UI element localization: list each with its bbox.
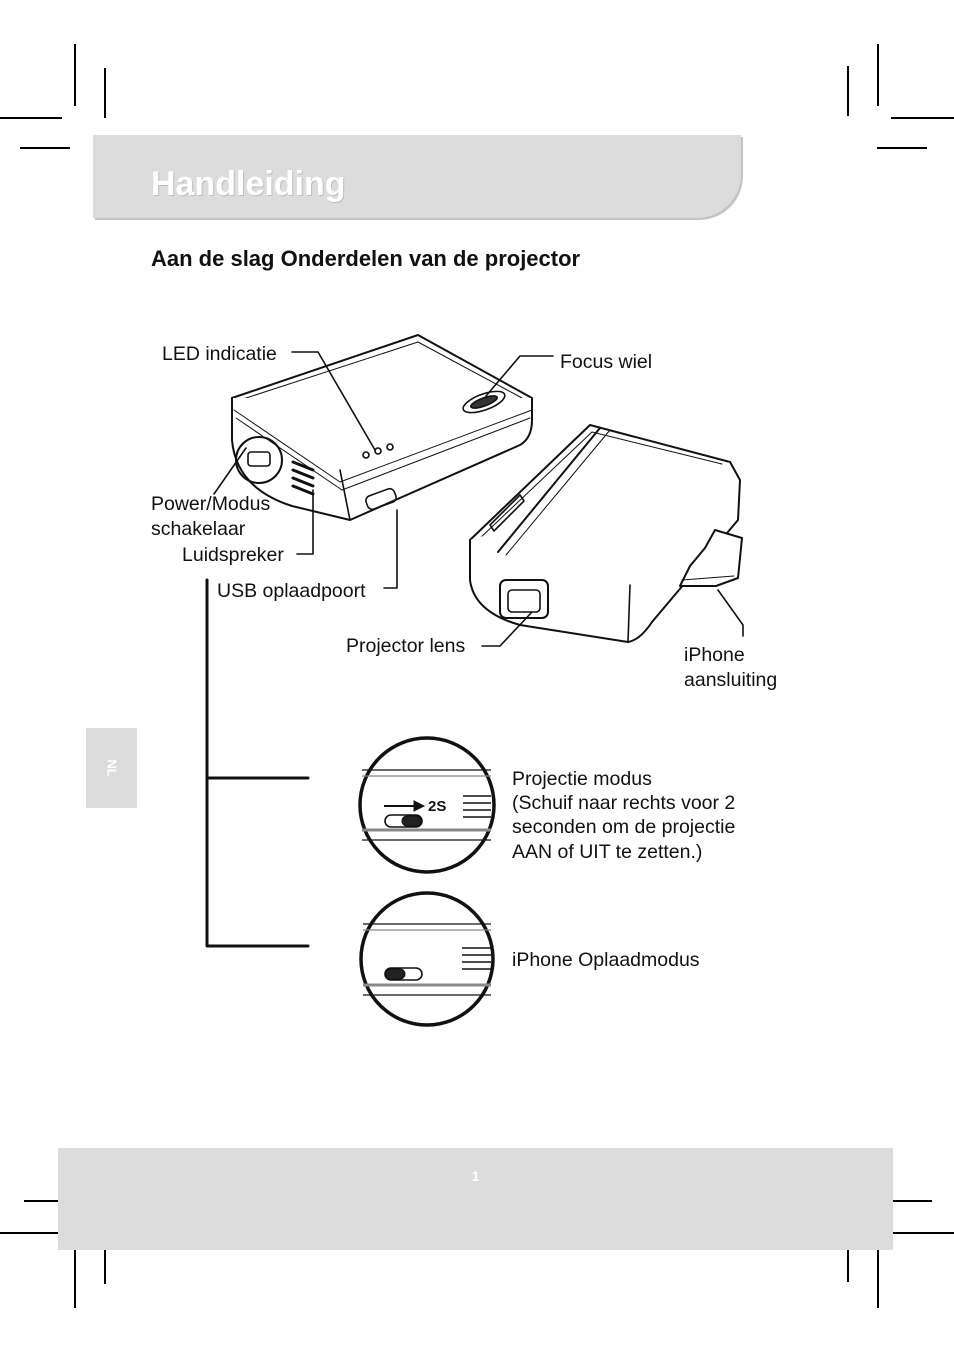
page-title: Handleiding (151, 165, 346, 203)
page-number: 1 (471, 1168, 480, 1184)
leader-iphone (718, 590, 743, 636)
label-iphone-connector-2: aansluiting (684, 669, 778, 691)
label-speaker: Luidspreker (182, 544, 284, 566)
leader-usb (384, 510, 397, 588)
projector-back-illustration (470, 425, 742, 642)
label-power-switch-2: schakelaar (151, 518, 246, 540)
label-projector-lens: Projector lens (346, 635, 466, 657)
switch-marker: 2S (428, 798, 447, 815)
label-power-switch-1: Power/Modus (151, 493, 271, 515)
label-led-indicator: LED indicatie (162, 343, 277, 365)
mode-bracket (207, 580, 308, 946)
charging-mode-zoom (361, 893, 493, 1025)
label-usb-port: USB oplaadpoort (217, 580, 366, 602)
projection-mode-line2: (Schuif naar rechts voor 2 (512, 792, 736, 814)
language-tab-label: NL (104, 759, 119, 777)
projection-mode-zoom (360, 738, 494, 872)
projection-mode-line1: Projectie modus (512, 768, 652, 790)
footer-band (58, 1148, 893, 1250)
label-focus-wheel: Focus wiel (560, 351, 653, 373)
projection-mode-line3: seconden om de projectie (512, 816, 736, 838)
projector-front-illustration (232, 335, 532, 520)
charging-mode-label: iPhone Oplaadmodus (512, 949, 700, 971)
section-title: Aan de slag Onderdelen van de projector (151, 246, 581, 271)
label-iphone-connector-1: iPhone (684, 644, 745, 666)
projection-mode-line4: AAN of UIT te zetten.) (512, 841, 703, 863)
